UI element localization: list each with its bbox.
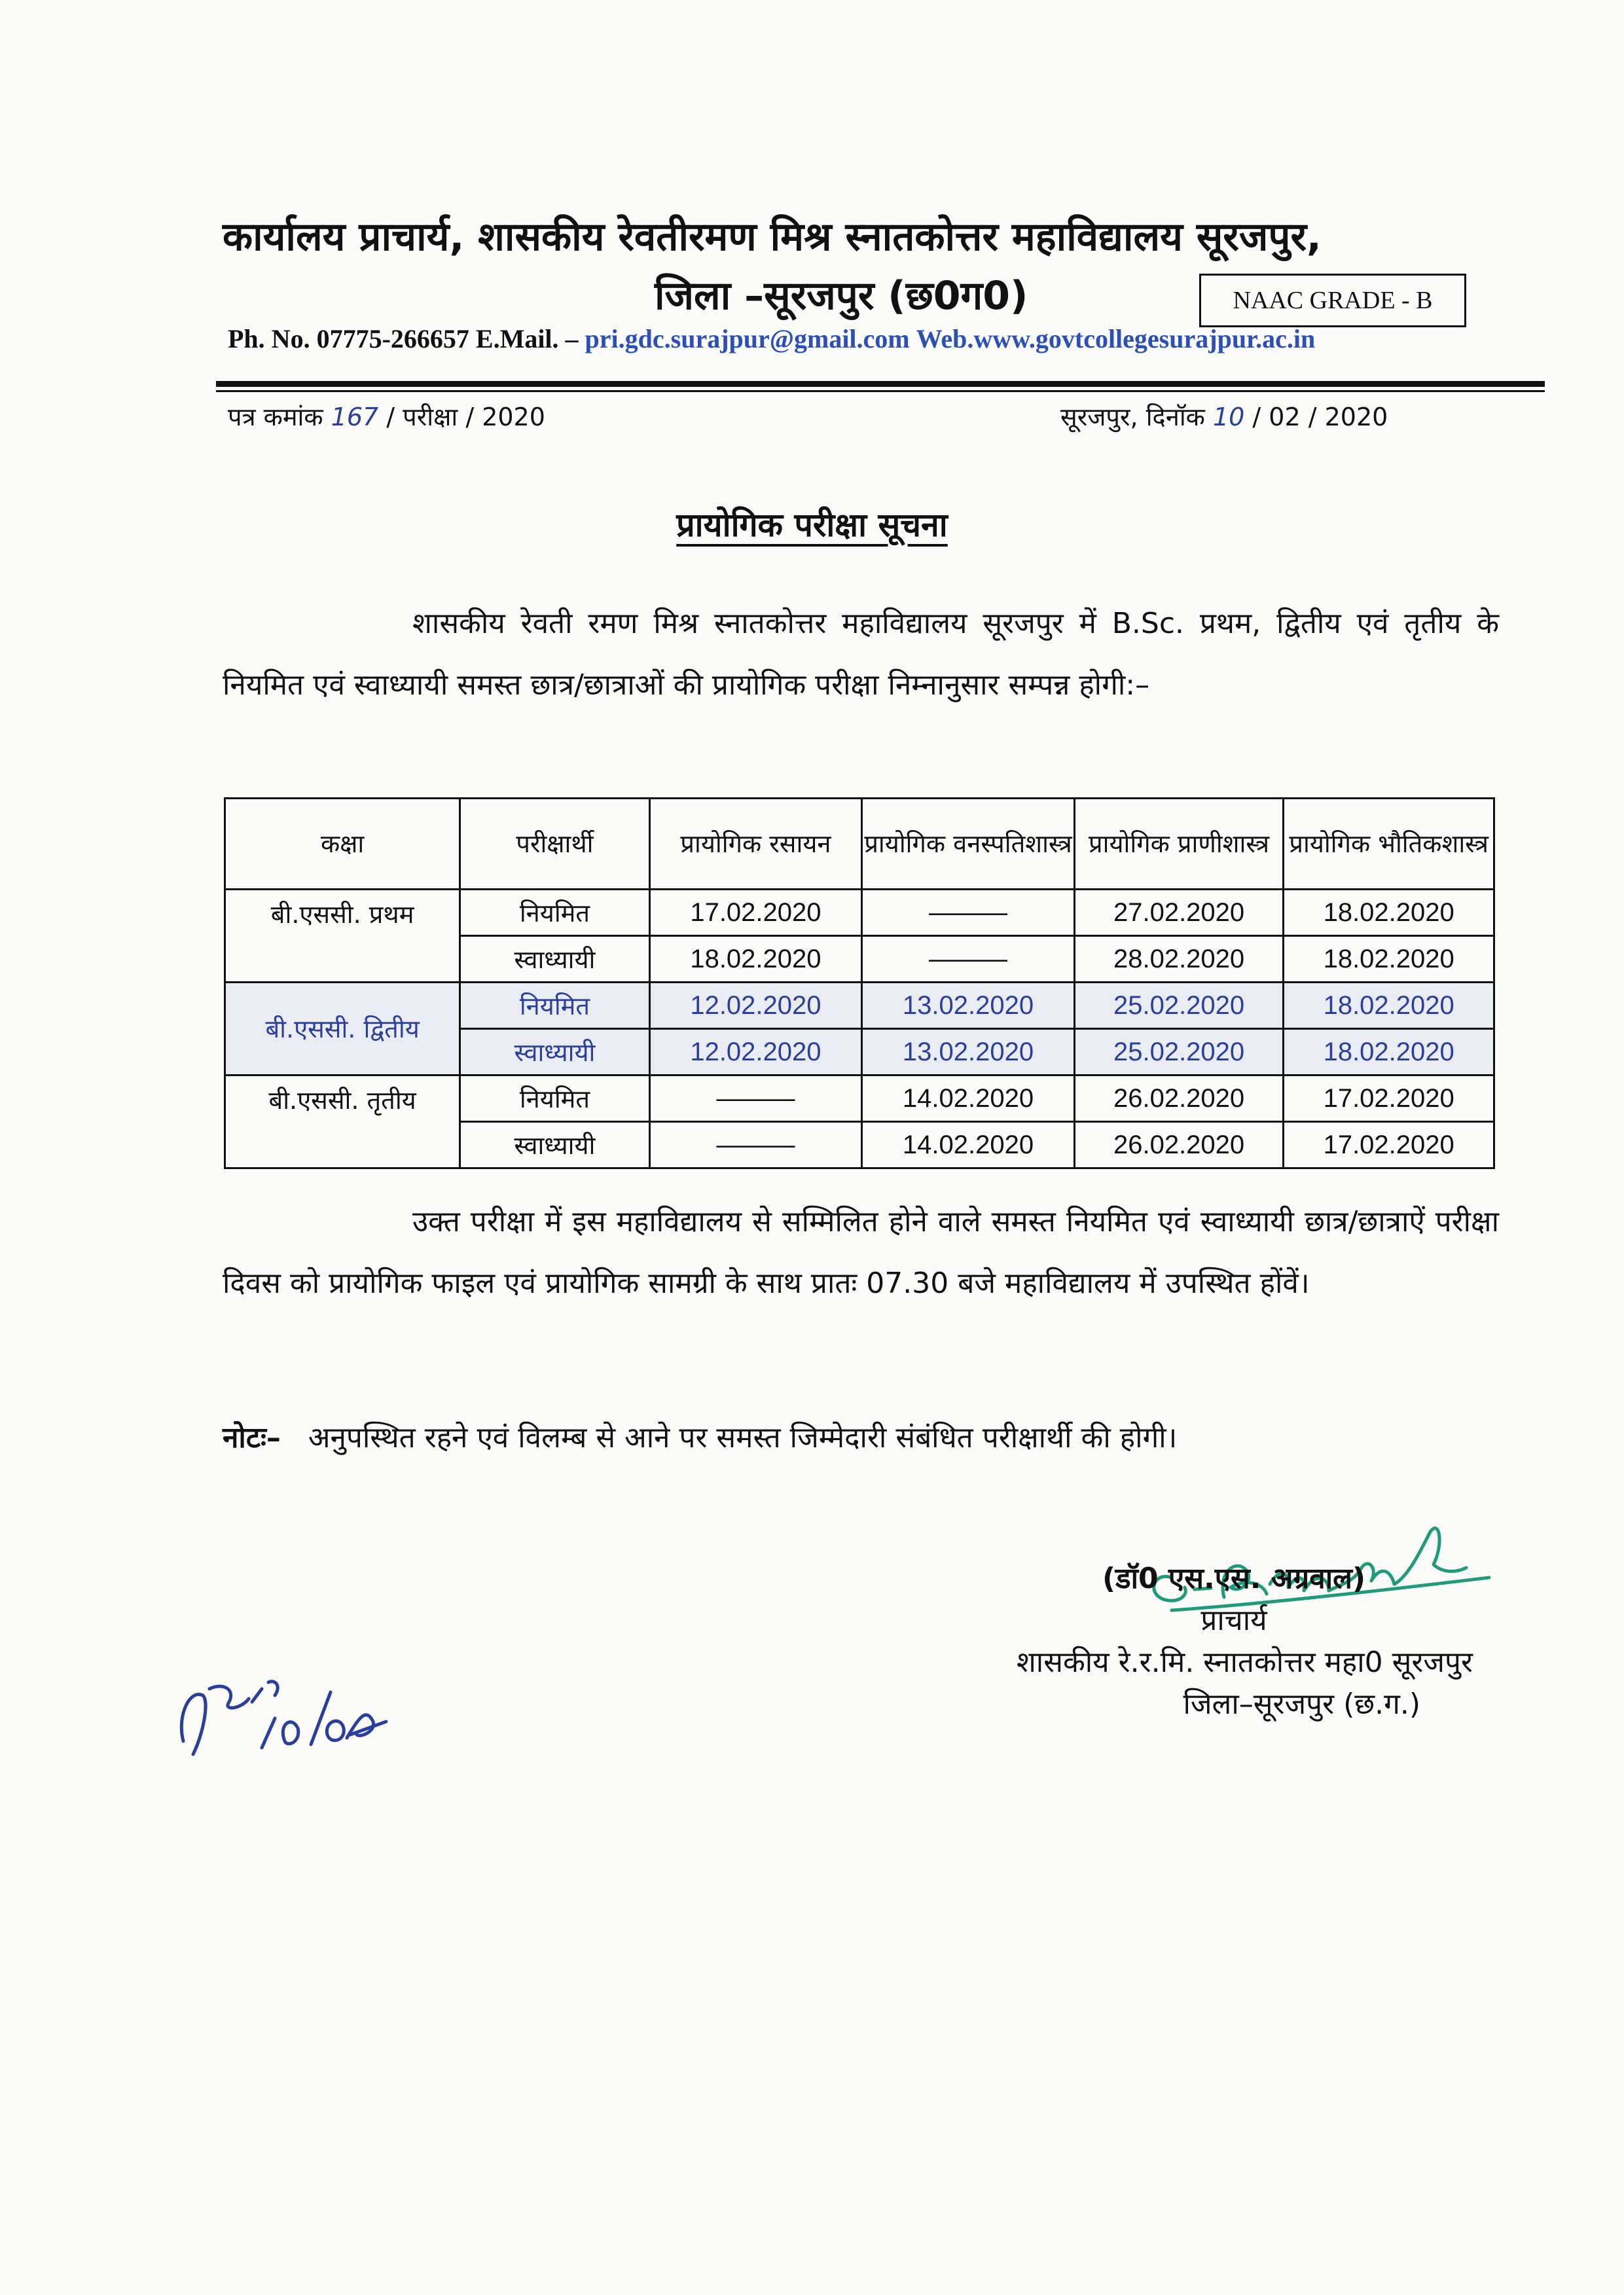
date-cell: 18.02.2020 xyxy=(1284,936,1494,983)
header-cell: प्रायोगिक भौतिकशास्त्र xyxy=(1284,799,1494,890)
header-cell: परीक्षार्थी xyxy=(460,799,649,890)
date-cell: 28.02.2020 xyxy=(1074,936,1284,983)
candidate-type-cell: नियमित xyxy=(460,890,649,936)
table-row xyxy=(225,890,1494,936)
date-cell: 12.02.2020 xyxy=(649,983,862,1029)
date-cell: 18.02.2020 xyxy=(1284,983,1494,1029)
date-cell: 12.02.2020 xyxy=(649,1029,862,1075)
header-rule xyxy=(216,381,1545,387)
header-cell: प्रायोगिक प्राणीशास्त्र xyxy=(1074,799,1284,890)
candidate-type-cell: स्वाध्यायी xyxy=(460,1122,649,1168)
date-cell: 26.02.2020 xyxy=(1074,1122,1284,1168)
institution-district: जिला –सूरजपुर (छ0ग0) xyxy=(655,273,1028,319)
institution-title: कार्यालय प्राचार्य, शासकीय रेवतीरमण मिश्र स्नातकोत्तर महाविद्यालय सूरजपुर, xyxy=(223,214,1322,260)
date-cell: 27.02.2020 xyxy=(1074,890,1284,936)
date-cell: 14.02.2020 xyxy=(862,1075,1075,1122)
date-cell: ——— xyxy=(649,1075,862,1122)
date-cell: 26.02.2020 xyxy=(1074,1075,1284,1122)
header-cell: प्रायोगिक रसायन xyxy=(649,799,862,890)
table-header-row xyxy=(225,799,1494,890)
candidate-type-cell: स्वाध्यायी xyxy=(460,936,649,983)
phone-label: Ph. No. 07775-266657 E.Mail. – xyxy=(228,324,579,353)
principal-designation: प्राचार्य xyxy=(1200,1604,1267,1637)
date-cell: 14.02.2020 xyxy=(862,1122,1075,1168)
table-row xyxy=(225,983,1494,1029)
principal-institution: शासकीय रे.र.मि. स्नातकोत्तर महा0 सूरजपुर xyxy=(1016,1646,1473,1679)
note-text: अनुपस्थित रहने एवं विलम्ब से आने पर समस्त जिम्मेदारी संबंधित परीक्षार्थी की होगी। xyxy=(308,1421,1178,1455)
header-rule-thin xyxy=(216,390,1545,392)
naac-grade-box: NAAC GRADE - B xyxy=(1199,274,1466,327)
date-cell: 25.02.2020 xyxy=(1074,1029,1284,1075)
date-cell: 25.02.2020 xyxy=(1074,983,1284,1029)
letter-date: सूरजपुर, दिनॉक 10 / 02 / 2020 xyxy=(1060,403,1388,431)
contact-line xyxy=(228,323,1315,354)
date-cell: 13.02.2020 xyxy=(862,983,1075,1029)
class-cell: बी.एससी. तृतीय xyxy=(225,1075,460,1168)
candidate-type-cell: नियमित xyxy=(460,983,649,1029)
date-cell: ——— xyxy=(862,936,1075,983)
date-cell: 18.02.2020 xyxy=(1284,890,1494,936)
letter-reference: पत्र कमांक 167 / परीक्षा / 2020 xyxy=(228,403,545,431)
note-line xyxy=(223,1417,1177,1456)
handwritten-date-annotation xyxy=(164,1663,399,1774)
date-day: 10 xyxy=(1212,403,1245,431)
instruction-paragraph: उक्त परीक्षा में इस महाविद्यालय से सम्मिलित होने वाले समस्त नियमित एवं स्वाध्यायी छात्र/छात्राऐं परीक्षा दिवस को प्रायोगिक फाइल एवं प्रायोगिक सामग्री के साथ प्रातः 07.30 बजे महाविद्यालय में उपस्थित होंवें। xyxy=(223,1205,1499,1300)
principal-name: (डॉ0 एस.एस. अग्रवाल) xyxy=(1102,1562,1366,1595)
email-link[interactable]: pri.gdc.surajpur@gmail.com xyxy=(585,324,910,353)
note-label: नोटः– xyxy=(223,1421,281,1455)
date-cell: 17.02.2020 xyxy=(1284,1122,1494,1168)
date-cell: 17.02.2020 xyxy=(1284,1075,1494,1122)
candidate-type-cell: नियमित xyxy=(460,1075,649,1122)
class-cell: बी.एससी. प्रथम xyxy=(225,890,460,983)
class-cell: बी.एससी. द्वितीय xyxy=(225,983,460,1075)
reference-number: 167 xyxy=(331,403,379,431)
principal-district: जिला–सूरजपुर (छ.ग.) xyxy=(1183,1688,1420,1721)
exam-schedule-table xyxy=(224,797,1495,1169)
notice-title: प्रायोगिक परीक्षा सूचना xyxy=(676,506,948,544)
table-row xyxy=(225,1075,1494,1122)
date-cell: 13.02.2020 xyxy=(862,1029,1075,1075)
date-cell: 17.02.2020 xyxy=(649,890,862,936)
header-cell: कक्षा xyxy=(225,799,460,890)
date-cell: ——— xyxy=(649,1122,862,1168)
date-cell: 18.02.2020 xyxy=(649,936,862,983)
date-cell: ——— xyxy=(862,890,1075,936)
website-link[interactable]: Web.www.govtcollegesurajpur.ac.in xyxy=(916,324,1316,353)
intro-paragraph: शासकीय रेवती रमण मिश्र स्नातकोत्तर महाविद्यालय सूरजपुर में B.Sc. प्रथम, द्वितीय एवं तृतीय के नियमित एवं स्वाध्यायी समस्त छात्र/छात्राओं की प्रायोगिक परीक्षा निम्नानुसार सम्पन्न होगी:– xyxy=(223,607,1499,702)
signature-block xyxy=(916,1558,1479,1726)
candidate-type-cell: स्वाध्यायी xyxy=(460,1029,649,1075)
date-cell: 18.02.2020 xyxy=(1284,1029,1494,1075)
header-cell: प्रायोगिक वनस्पतिशास्त्र xyxy=(862,799,1075,890)
